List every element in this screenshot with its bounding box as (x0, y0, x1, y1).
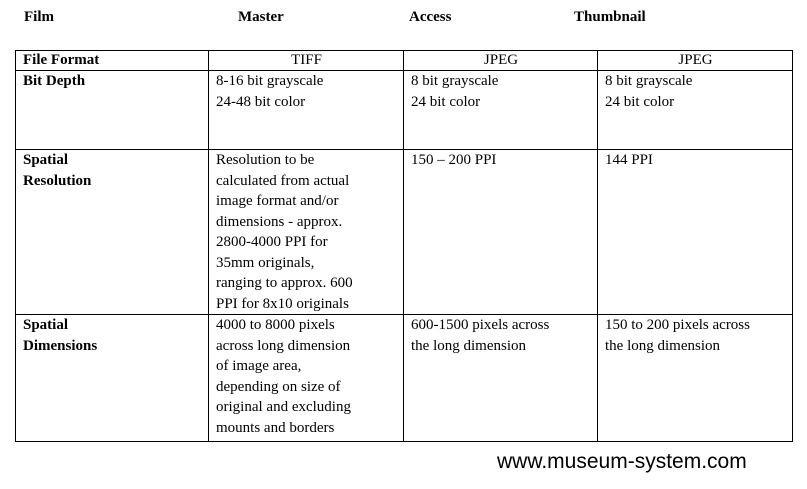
access-cell-line: 24 bit color (411, 93, 481, 110)
row-label-line: Dimensions (23, 337, 98, 354)
master-cell-line: TIFF (291, 52, 322, 68)
master-cell-line: original and excluding (216, 399, 351, 415)
access-cell (404, 71, 598, 150)
thumbnail-cell-line: JPEG (678, 52, 713, 68)
access-cell-line: JPEG (483, 52, 519, 68)
website-watermark: www.museum-system.com (497, 450, 747, 473)
row-label (16, 51, 209, 71)
access-cell (404, 150, 598, 315)
thumbnail-cell-line: 8 bit grayscale (605, 73, 693, 89)
row-label-line: Spatial (23, 152, 69, 168)
access-cell (404, 51, 598, 71)
thumbnail-cell-line: 150 to 200 pixels across (605, 317, 750, 333)
table-row (16, 51, 793, 71)
access-cell (404, 315, 598, 442)
access-cell-line: 8 bit grayscale (411, 73, 499, 89)
row-label-line: Spatial (23, 317, 69, 333)
master-cell-line: ranging to approx. 600 (216, 275, 353, 291)
access-cell-line: 150 – 200 PPI (411, 152, 497, 168)
row-label-line: Resolution (23, 172, 92, 189)
thumbnail-cell (598, 315, 793, 442)
master-cell (209, 71, 404, 150)
thumbnail-cell (598, 71, 793, 150)
header-access: Access (409, 9, 452, 25)
master-cell-line: 8-16 bit grayscale (216, 73, 324, 89)
thumbnail-cell (598, 150, 793, 315)
master-cell-line: dimensions - approx. (216, 213, 343, 230)
table-row (16, 150, 793, 315)
table-row (16, 315, 793, 442)
master-cell-line: depending on size of (216, 378, 341, 395)
thumbnail-cell (598, 51, 793, 71)
master-cell (209, 315, 404, 442)
master-cell (209, 150, 404, 315)
master-cell-line: mounts and borders (216, 419, 335, 436)
master-cell-line: calculated from actual (216, 172, 350, 189)
thumbnail-cell-line: the long dimension (605, 337, 720, 354)
row-label (16, 150, 209, 315)
row-label (16, 315, 209, 442)
image-specification-table (15, 50, 793, 442)
master-cell-line: PPI for 8x10 originals (216, 295, 349, 312)
header-master: Master (238, 9, 284, 25)
master-cell-line: of image area, (216, 358, 302, 374)
table-row (16, 71, 793, 150)
access-cell-line: the long dimension (411, 337, 526, 354)
master-cell-line: image format and/or (216, 193, 339, 209)
row-label-line: File Format (23, 52, 100, 68)
header-thumbnail: Thumbnail (574, 9, 646, 25)
thumbnail-cell-line: 144 PPI (605, 152, 653, 168)
access-cell-line: 600-1500 pixels across (411, 317, 550, 333)
header-film: Film (24, 9, 54, 25)
master-cell-line: 35mm originals, (216, 254, 315, 271)
master-cell-line: across long dimension (216, 337, 351, 354)
thumbnail-cell-line: 24 bit color (605, 93, 675, 110)
master-cell-line: 2800-4000 PPI for (216, 234, 328, 250)
master-cell-line: 4000 to 8000 pixels (216, 317, 335, 333)
master-cell-line: Resolution to be (216, 152, 315, 168)
row-label (16, 71, 209, 150)
row-label-line: Bit Depth (23, 73, 86, 89)
table-header-row (0, 9, 807, 29)
master-cell-line: 24-48 bit color (216, 93, 306, 110)
master-cell (209, 51, 404, 71)
